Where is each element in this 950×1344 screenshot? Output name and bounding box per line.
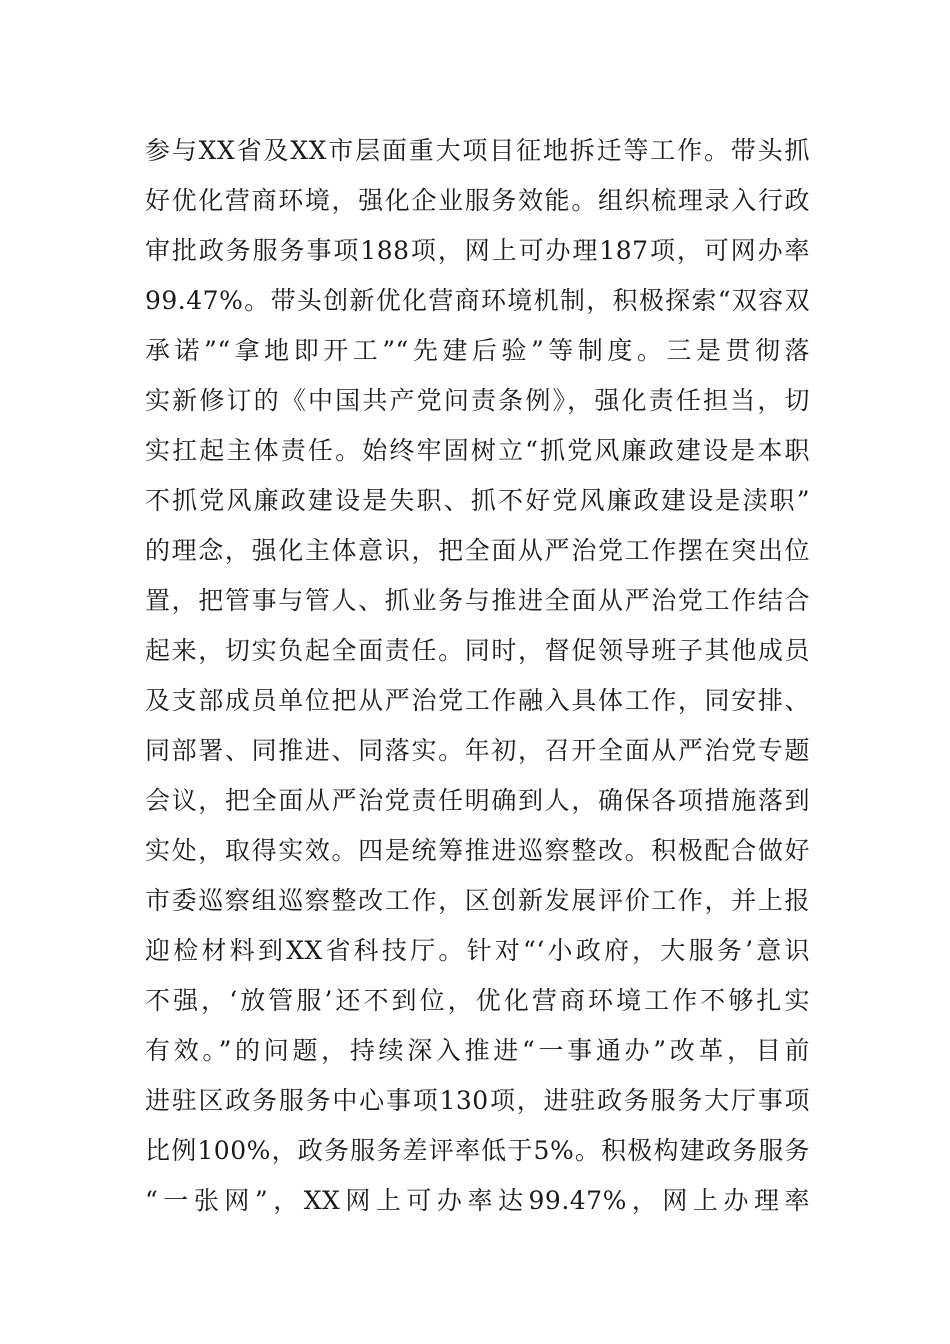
text-line: 比例100%，政务服务差评率低于5%。积极构建政务服务 <box>145 1136 810 1165</box>
text-line: 99.47%。带头创新优化营商环境机制，积极探索“双容双 <box>145 286 810 315</box>
text-line: 置，把管事与管人、抓业务与推进全面从严治党工作结合 <box>145 586 810 615</box>
text-line: 起来，切实负起全面责任。同时，督促领导班子其他成员 <box>145 636 810 665</box>
text-line: 好优化营商环境，强化企业服务效能。组织梳理录入行政 <box>145 186 810 215</box>
text-line: 不抓党风廉政建设是失职、抓不好党风廉政建设是渎职” <box>145 486 810 515</box>
text-line: 参与XX省及XX市层面重大项目征地拆迁等工作。带头抓 <box>145 136 810 165</box>
text-line: 的理念，强化主体意识，把全面从严治党工作摆在突出位 <box>145 536 810 565</box>
text-line: 及支部成员单位把从严治党工作融入具体工作，同安排、 <box>145 686 810 715</box>
text-line: 市委巡察组巡察整改工作，区创新发展评价工作，并上报 <box>145 886 810 915</box>
text-line: 同部署、同推进、同落实。年初，召开全面从严治党专题 <box>145 736 810 765</box>
text-line: 实处，取得实效。四是统筹推进巡察整改。积极配合做好 <box>145 836 810 865</box>
text-line: 有效。”的问题，持续深入推进“一事通办”改革，目前 <box>145 1036 810 1065</box>
text-line: 实扛起主体责任。始终牢固树立“抓党风廉政建设是本职 <box>145 436 810 465</box>
text-line: 实新修订的《中国共产党问责条例》，强化责任担当，切 <box>145 386 810 415</box>
text-line: 审批政务服务事项188项，网上可办理187项，可网办率 <box>145 236 810 265</box>
text-line: 承诺”“拿地即开工”“先建后验”等制度。三是贯彻落 <box>145 336 810 365</box>
text-line: 不强，‘放管服’还不到位，优化营商环境工作不够扎实 <box>145 986 810 1015</box>
text-line: 会议，把全面从严治党责任明确到人，确保各项措施落到 <box>145 786 810 815</box>
text-line: 迎检材料到XX省科技厅。针对“‘小政府，大服务’意识 <box>145 936 810 965</box>
text-line: 进驻区政务服务中心事项130项，进驻政务服务大厅事项 <box>145 1086 810 1115</box>
text-line: “一张网”，XX网上可办率达99.47%，网上办理率 <box>145 1186 810 1215</box>
body-paragraph <box>145 126 810 1226</box>
